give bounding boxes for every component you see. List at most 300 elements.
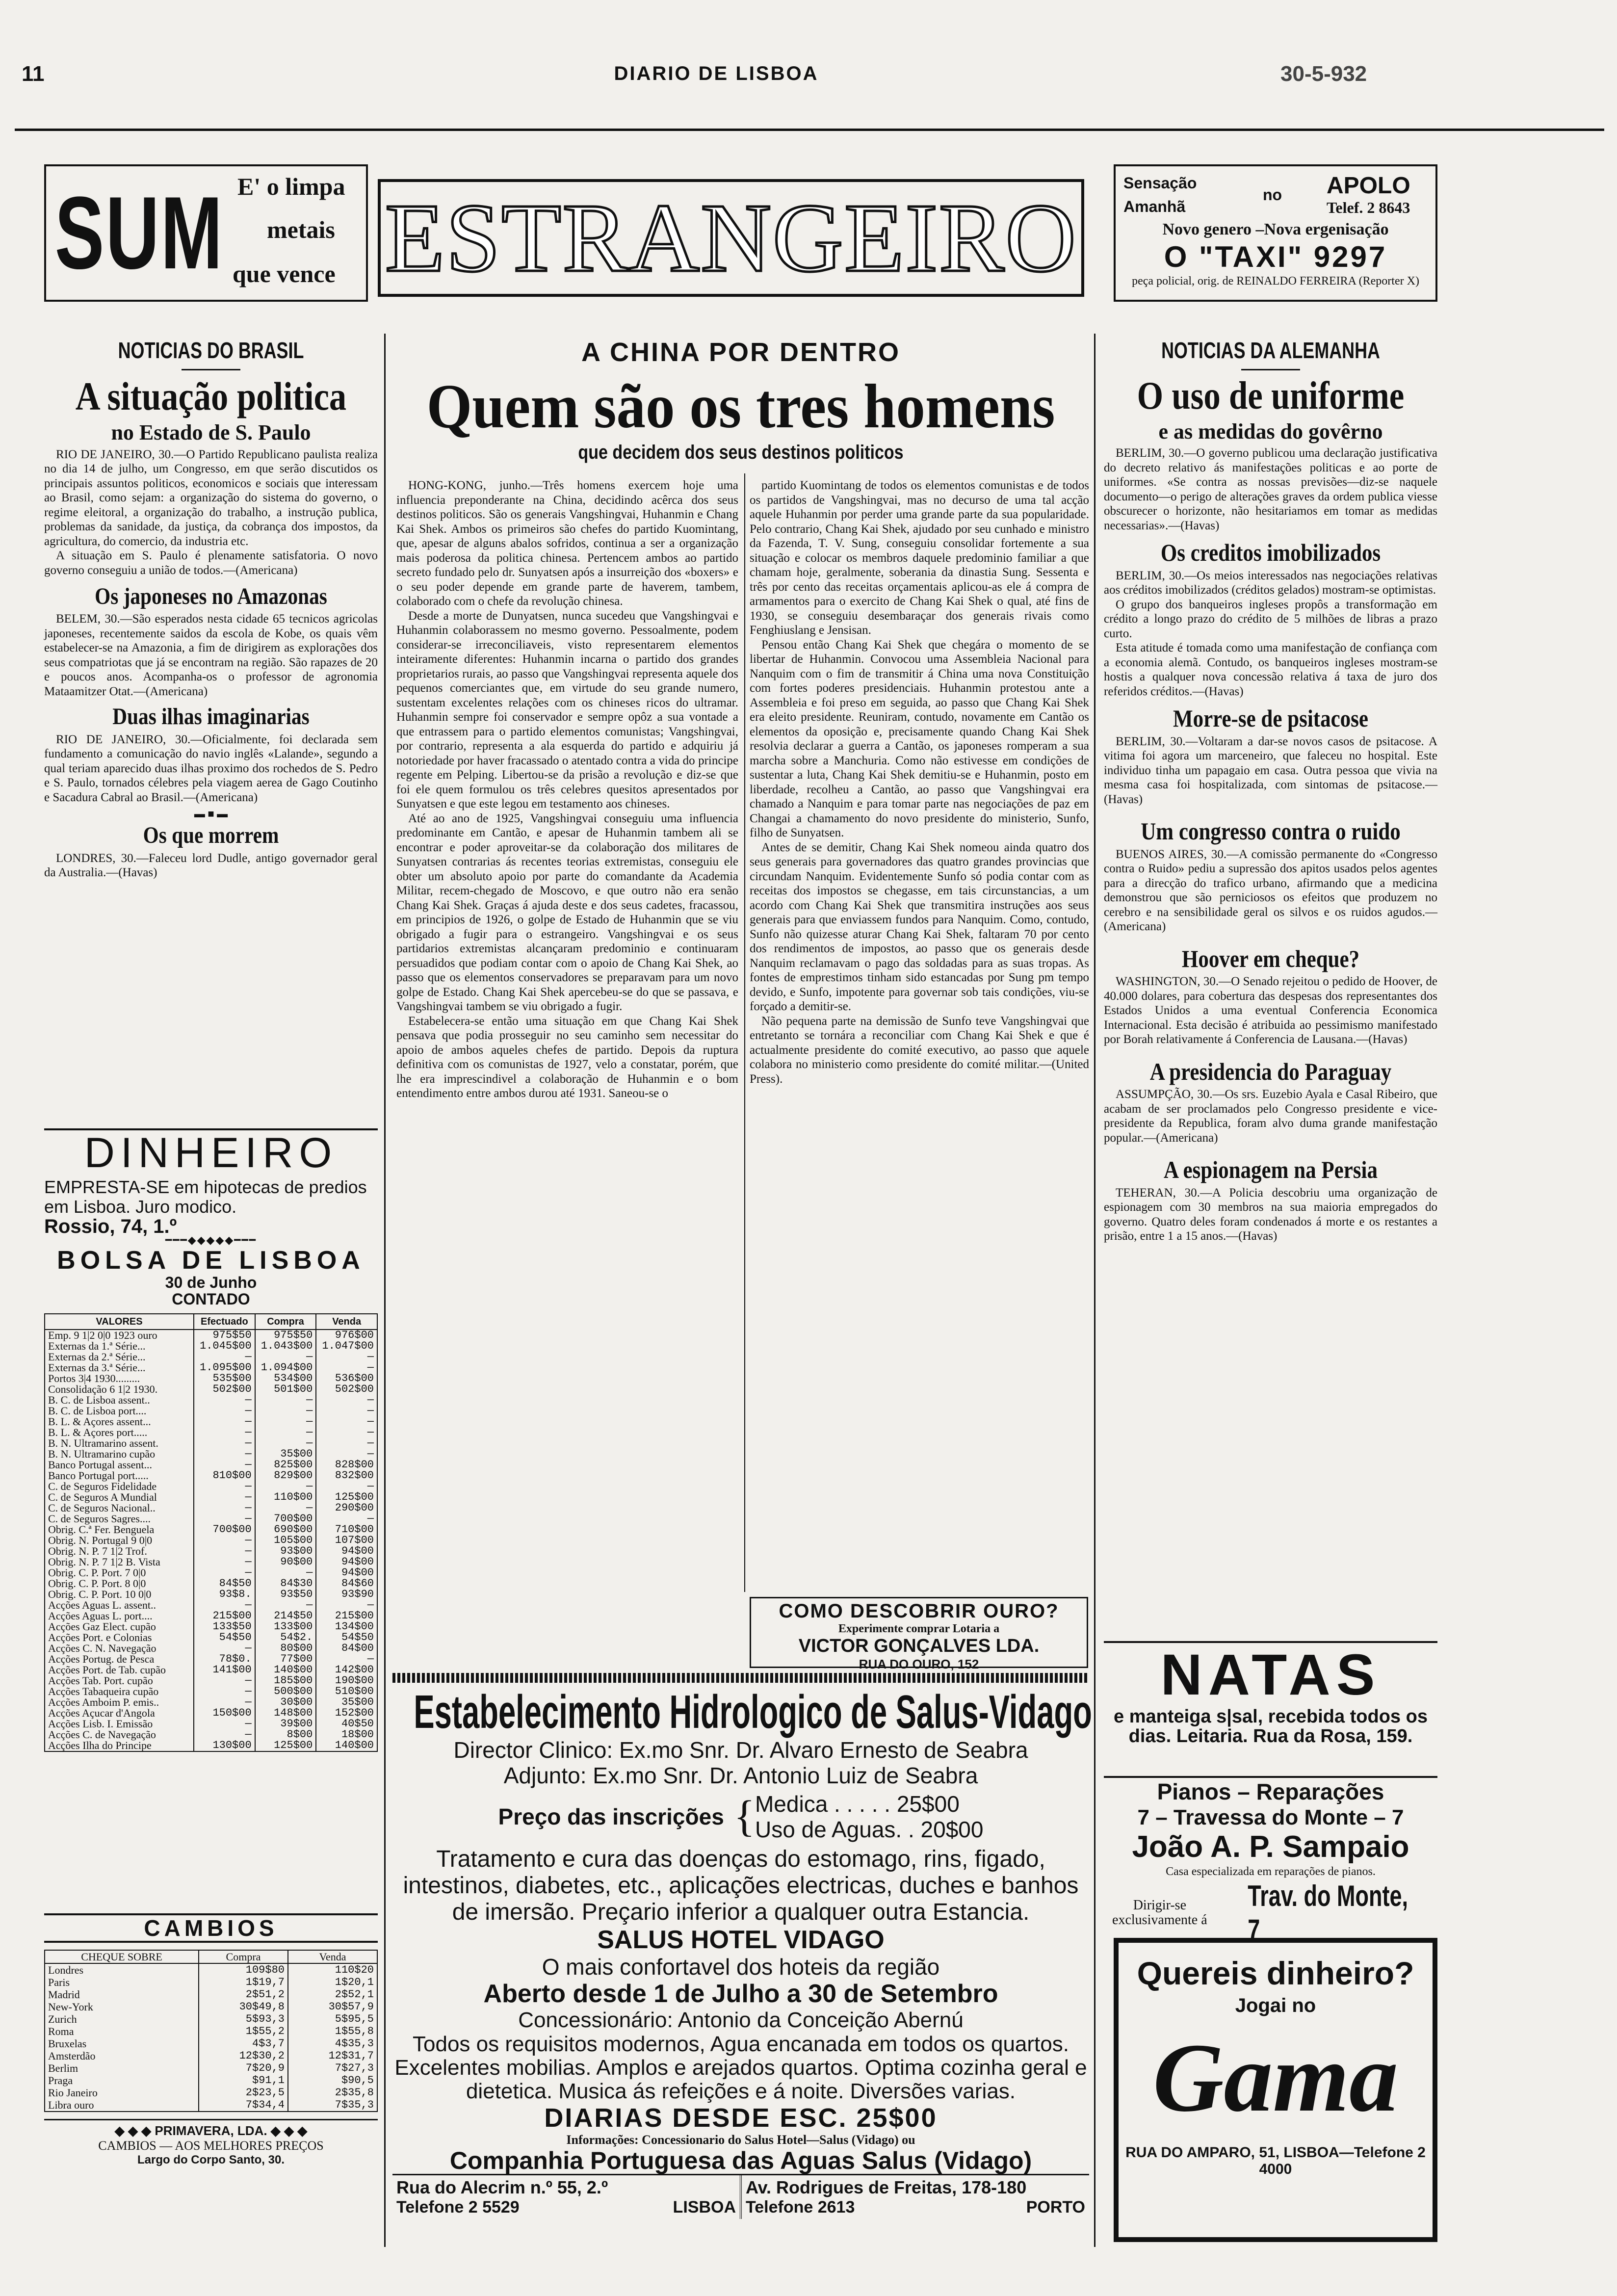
- heading-dash-right: [1241, 369, 1300, 370]
- bolsa-row: [45, 1686, 377, 1697]
- bolsa-row: [45, 1578, 377, 1589]
- bolsa-cell-name: Acções Tab. Port. cupão: [45, 1675, 194, 1686]
- apolo-amanha: Amanhã: [1123, 198, 1186, 215]
- bolsa-cell-value: 976$00: [316, 1330, 377, 1341]
- bolsa-cell-value: —: [194, 1460, 255, 1470]
- bolsa-cell-value: —: [194, 1438, 255, 1449]
- gama-address: RUA DO AMPARO, 51, LISBOA—Telefone 2 4000: [1125, 2144, 1426, 2177]
- cambios-row: [45, 2013, 377, 2025]
- bolsa-cell-name: Acções Lisb. I. Emissão: [45, 1719, 194, 1729]
- cambios-cell-value: 2$52,1: [288, 1988, 377, 2001]
- bolsa-row: [45, 1535, 377, 1546]
- apolo-cinema: APOLO: [1327, 173, 1410, 199]
- cambios-cell-currency: Londres: [48, 1964, 84, 1976]
- salus-hotel: SALUS HOTEL VIDAGO: [597, 1925, 885, 1954]
- bolsa-cell-value: 152$00: [316, 1708, 377, 1719]
- bolsa-cell-value: —: [194, 1352, 255, 1362]
- bolsa-cell-name: B. L. & Açores assent...: [45, 1416, 194, 1427]
- bolsa-cell-value: 501$00: [255, 1384, 316, 1395]
- bolsa-cell-value: —: [255, 1427, 316, 1438]
- bolsa-cell-value: —: [194, 1546, 255, 1557]
- ad-pianos: [1104, 1776, 1437, 1947]
- bolsa-cell-value: 90$00: [255, 1557, 316, 1567]
- bolsa-cell-value: —: [194, 1535, 255, 1546]
- bolsa-row: [45, 1697, 377, 1708]
- bolsa-cell-name: Externas da 1.ª Série...: [45, 1341, 194, 1352]
- column-rule-2: [1094, 334, 1095, 2247]
- bolsa-cell-value: —: [194, 1729, 255, 1740]
- gama-logo: Gama: [1153, 2024, 1398, 2132]
- cambios-section: [44, 1913, 378, 2167]
- bolsa-row: [45, 1362, 377, 1373]
- bolsa-cell-value: 77$00: [255, 1654, 316, 1665]
- r1-subtitle: e as medidas do govêrno: [1158, 419, 1383, 444]
- salus-aguas-price: 20$00: [920, 1816, 984, 1842]
- gama-line-1: Quereis dinheiro?: [1137, 1955, 1414, 1991]
- cambios-header-compra: Compra: [199, 1950, 288, 1963]
- bolsa-cell-name: B. C. de Lisboa assent..: [45, 1395, 194, 1406]
- bolsa-cell-value: 1.094$00: [255, 1362, 316, 1373]
- bolsa-row: [45, 1492, 377, 1503]
- bolsa-cell-value: 142$00: [316, 1665, 377, 1675]
- cambios-row: [45, 2074, 377, 2087]
- china-kicker: A CHINA POR DENTRO: [581, 338, 900, 367]
- sum-line-2: metais: [267, 216, 335, 243]
- bolsa-cell-value: —: [194, 1643, 255, 1654]
- bolsa-cell-value: 94$00: [316, 1546, 377, 1557]
- cambios-row: [45, 2037, 377, 2050]
- bolsa-ornament: ━━━◆◆◆◆◆━━━: [165, 1234, 257, 1246]
- cambios-row: [45, 2025, 377, 2037]
- ouro-line-2: Experimente comprar Lotaria a: [838, 1622, 1000, 1635]
- bolsa-cell-value: 1.095$00: [194, 1362, 255, 1373]
- china-column-1: [396, 478, 738, 1101]
- bolsa-row: [45, 1449, 377, 1460]
- cambios-row: [45, 1976, 377, 1988]
- section-title: ESTRANGEIRO: [385, 183, 1077, 292]
- bolsa-cell-value: —: [194, 1719, 255, 1729]
- r3-title: Morre-se de psitacose: [1173, 704, 1369, 732]
- cambios-cell-value: 2$23,5: [199, 2087, 288, 2099]
- bolsa-cell-name: Banco Portugal port.....: [45, 1470, 194, 1481]
- bolsa-cell-value: 54$50: [194, 1632, 255, 1643]
- cambios-title: CAMBIOS: [44, 1913, 378, 1943]
- r2-paragraph-2: O grupo dos banqueiros ingleses propôs a transformação em crédito a longo prazo do crédito de 5 milhões de libras a prazo curto.: [1104, 598, 1437, 640]
- cambios-cell-value: 7$20,9: [199, 2062, 288, 2074]
- bolsa-cell-name: Acções C. de Navegação: [45, 1729, 194, 1740]
- bolsa-row: [45, 1708, 377, 1719]
- bolsa-cell-value: —: [255, 1438, 316, 1449]
- cambios-cell-currency: Madrid: [48, 1988, 80, 2001]
- ad-ouro: [750, 1597, 1088, 1671]
- ouro-line-4: RUA DO OURO, 152: [859, 1657, 979, 1671]
- bolsa-cell-value: —: [255, 1567, 316, 1578]
- r4-title: Um congresso contra o ruido: [1141, 817, 1401, 845]
- bolsa-cell-value: 93$8.: [194, 1589, 255, 1600]
- masthead-rule: [15, 129, 1604, 131]
- r5-paragraph-1: WASHINGTON, 30.—O Senado rejeitou o pedido de Hoover, de 40.000 dolares, para cobertura das despesas dos representantes dos Estados Unidos a uma eventual Conferencia Economica Internacional. Esta decisão é atribuida ao pessimismo manifestado por Borah relativamente á Conferencia de Lausana.—(Havas): [1104, 975, 1437, 1046]
- natas-text: e manteiga s|sal, recebida todos os dias. Leitaria. Rua da Rosa, 159.: [1114, 1706, 1428, 1747]
- china-c2-p4: Não pequena parte na demissão de Sunfo teve Vangshingvai que entretanto se tornára a reconciliar com Chang Kai Shek e que é actualmente presidente do comité executivo, ao passo que aquele colabora no ministerio como presidente do comité militar.—(United Press).: [750, 1014, 1089, 1086]
- salus-brace: {: [733, 1792, 755, 1841]
- china-c2-p2: Pensou então Chang Kai Shek que chegára o momento de se libertar de Huhanmin. Convocou uma Assembleia Nacional para Nanquim com o fim de transmitir á China uma nova Constituição com fortes poderes presidenciais. Huhanmin protestou ante a Assembleia e foi preso em seguida, ao passo que Chang Kai Shek era eleito presidente. Reuniram, contudo, novamente em Cantão os elementos da oposição e, precisamente quando Chang Kai Shek resolvia declarar a guerra a Cantão, os japoneses romperam a sua marcha sobre a Manchuria. Como não estivesse em condições de sustentar a luta, Chang Kai Shek demitiu-se e Huhanmin, posto em liberdade, recolheu a Cantão, ao passo que Vangshingvai era chamado a Nanquim e para tomar parte nas negociações de paz em Changai a chamamento do novo presidente do ministerio, Sunfo, filho de Sunyatsen.: [750, 638, 1089, 839]
- bolsa-header-compra: Compra: [255, 1314, 316, 1330]
- cambios-cell-value: 2$35,8: [288, 2087, 377, 2099]
- bolsa-cell-value: 1.045$00: [194, 1341, 255, 1352]
- bolsa-row: [45, 1740, 377, 1751]
- cambios-cell-value: 109$80: [199, 1963, 288, 1976]
- bolsa-cell-value: —: [316, 1449, 377, 1460]
- cambios-header-venda: Venda: [288, 1950, 377, 1963]
- bolsa-cell-name: Acções Ilha do Principe: [45, 1740, 194, 1751]
- bolsa-cell-value: 133$00: [255, 1621, 316, 1632]
- cambios-cell-value: 7$35,3: [288, 2099, 377, 2112]
- bolsa-row: [45, 1729, 377, 1740]
- r2-paragraph-3: Esta atitude é tomada como uma manifestação de confiança com a economia alemã. Contudo, os banqueiros ingleses mostram-se hostis a qualquer nova concessão relativa á taxa de juro dos referidos créditos.—(Havas): [1104, 641, 1437, 698]
- bolsa-date: 30 de Junho: [165, 1274, 257, 1291]
- apolo-peca: peça policial, orig. de REINALDO FERREIRA (Reporter X): [1132, 275, 1419, 287]
- salus-title: Estabelecimento Hidrologico de Salus-Vidago: [414, 1686, 1092, 1738]
- china-title: Quem são os tres homens: [426, 371, 1055, 441]
- cambios-cell-currency: Libra ouro: [48, 2099, 94, 2111]
- bolsa-cell-value: 125$00: [316, 1492, 377, 1503]
- salus-ornament-top: [392, 1673, 1089, 1683]
- bolsa-cell-name: Acções Açucar d'Angola: [45, 1708, 194, 1719]
- china-c2-p1: partido Kuomintang de todos os elementos comunistas e de todos os partidos de Vangshingvai, mas no decurso de uma tal acção aquele Huhanmin por perder uma grande parte da sua popularidade. Pelo contrario, Chang Kai Shek, ajudado por seu cunhado e ministro da Fazenda, T. V. Sung, conseguiu consolidar fortemente a sua situação e colocar os membros daquele predominio familiar a que chamam hoje, geralmente, soberania da dinastia Sung. Sessenta e três por cento das receitas orçamentais aplicou-as ele á compra de armamentos para o exercito de Chang Kai Shek o qual, até fins de 1930, se conseguiu desembaraçar dos generais rivais como Fenghiuslang e Jensisan.: [750, 479, 1089, 637]
- bolsa-cell-value: 54$50: [316, 1632, 377, 1643]
- china-c2-p3: Antes de se demitir, Chang Kai Shek nomeou ainda quatro dos seus generais para governadores das quatro grandes provincias que circundam Nanquim. Evidentemente Sunfo só podia contar com as receitas dos impostos se chegasse, em tais circunstancias, a um acordo com Chang Kai Shek que transmitira instruções aos seus generais para que enviassem fundos para Nanquim. Como, contudo, Sunfo não quizesse aturar Chang Kai Shek, faltaram 70 por cento dos rendimentos de impostos, ao passo que os generais desde Nanquim reclamavam o pago das soldadas para as suas tropas. As fontes de emprestimos tinham sido estancadas por Sung pm tempo devido, e Sunfo, impotente para governar sob tais condições, viu-se forçado a demitir-se.: [750, 840, 1089, 1013]
- bolsa-row: [45, 1675, 377, 1686]
- bolsa-row: [45, 1665, 377, 1675]
- r7-title: A espionagem na Persia: [1164, 1156, 1378, 1184]
- cambios-row: [45, 2099, 377, 2112]
- bolsa-row: [45, 1513, 377, 1524]
- a2-title: Os japoneses no Amazonas: [95, 583, 327, 610]
- masthead-title: DIARIO DE LISBOA: [614, 63, 819, 84]
- bolsa-cell-value: —: [316, 1654, 377, 1665]
- bolsa-cell-value: 185$00: [255, 1675, 316, 1686]
- r4-paragraph-1: BUENOS AIRES, 30.—A comissão permanente do «Congresso contra o Ruido» pediu a supressão dos apitos usados pelos agentes para a direcção do trafico urbano, afirmando que a medicina demonstrou que são perniciosos os efeitos que produzem no cerebro e na sensibilidade geral os silvos e os ruidos agudos.—(Americana): [1104, 847, 1437, 934]
- bolsa-cell-value: —: [194, 1557, 255, 1567]
- china-c1-p3: Até ao ano de 1925, Vangshingvai conseguiu uma influencia predominante em Cantão, e apesar de Huhanmin tambem ali se encontrar e poder aproveitar-se da colaboração dos militares de Sunyatsen contrarias ás recentes teorias extremistas, conseguiu ele obter um absoluto apoio por parte do comandante da Academia Militar, recem-chegado de Moscovo, e que outro não era senão Chang Kai Shek. Graças á ajuda deste e dos seus cadetes, fracassou, em principios de 1926, o golpe de Estado de Huhanmin que se viu obrigado a fugir para o estrangeiro. Vangshingvai e os seus partidarios extremistas alcançaram predominio e continuaram persuadidos que podiam contar com o apoio de Chang Kai Shek, ao passo que os elementos conservadores se preparavam para um novo golpe de Estado. Chang Kai Shek apercebeu-se do que se passava, e Vangshingvai tambem se viu obrigado a fugir.: [396, 811, 738, 1013]
- bolsa-cell-value: —: [316, 1600, 377, 1611]
- bolsa-cell-value: 215$00: [194, 1611, 255, 1621]
- cambios-row: [45, 2050, 377, 2062]
- cambios-cell-currency: Zurich: [48, 2013, 77, 2025]
- bolsa-cell-value: 84$30: [255, 1578, 316, 1589]
- salus-adjunto: Adjunto: Ex.mo Snr. Dr. Antonio Luiz de Seabra: [503, 1762, 978, 1788]
- bolsa-cell-value: 30$00: [255, 1697, 316, 1708]
- bolsa-cell-name: B. C. de Lisboa port....: [45, 1406, 194, 1416]
- cambios-cell-value: 1$20,1: [288, 1976, 377, 1988]
- bolsa-cell-name: Obrig. N. P. 7 1|2 B. Vista: [45, 1557, 194, 1567]
- salus-preco-label: Preço das inscrições: [498, 1803, 724, 1829]
- bolsa-cell-name: Externas da 2.ª Série...: [45, 1352, 194, 1362]
- bolsa-cell-name: Portos 3|4 1930.........: [45, 1373, 194, 1384]
- bolsa-cell-value: —: [194, 1395, 255, 1406]
- a1-title: A situação politica: [75, 374, 347, 419]
- bolsa-cell-value: 710$00: [316, 1524, 377, 1535]
- bolsa-cell-value: 828$00: [316, 1460, 377, 1470]
- section-title-box: [378, 179, 1084, 297]
- bolsa-row: [45, 1503, 377, 1513]
- cambios-cell-currency: Rio Janeiro: [48, 2087, 98, 2099]
- bolsa-cell-name: C. de Seguros Fidelidade: [45, 1481, 194, 1492]
- bolsa-cell-value: 18$00: [316, 1729, 377, 1740]
- bolsa-cell-value: —: [316, 1427, 377, 1438]
- bolsa-cell-value: 93$00: [255, 1546, 316, 1557]
- china-c1-p2: Desde a morte de Dunyatsen, nunca sucedeu que Vangshingvai e Huhanmin colaborassem no mesmo governo. Pessoalmente, podem considerar-se irreconciliaveis, visto representarem elementos inteiramente diferentes: Huhanmin incarna o partido dos grandes proprietarios rurais, ao passo que Vangshingvai representa aquele dos pequenos comerciantes que, em virtude do seu grande numero, sustentam excelentes relações com os chineses ricos do ultramar. Huhanmin sempre foi conservador e sempre opôz a sua vontade a que entrassem para o partido elementos comunistas; Vangshingvai, por contrario, representa a ala esquerda do partido e adquiriu já notoriedade por haver fracassado o atentado contra a vida do principe regente em Pelping. Libertou-se da prisão a revolução e diz-se que foi ele quem formulou os três celebres quesitos apresentados por Sunyatsen e que este legou em testamento aos chineses.: [396, 609, 738, 810]
- cambios-cell-currency: Bruxelas: [48, 2037, 87, 2050]
- bolsa-cell-name: Emp. 9 1|2 0|0 1923 ouro: [45, 1330, 194, 1341]
- cambios-cell-value: 12$31,7: [288, 2050, 377, 2062]
- bolsa-cell-name: Obrig. C. P. Port. 10 0|0: [45, 1589, 194, 1600]
- cambios-cell-value: 7$27,3: [288, 2062, 377, 2074]
- bolsa-cell-name: C. de Seguros A Mundial: [45, 1492, 194, 1503]
- ad-dinheiro: [44, 1128, 378, 1236]
- bolsa-row: [45, 1557, 377, 1567]
- bolsa-cell-name: Obrig. C.ª Fer. Benguela: [45, 1524, 194, 1535]
- bolsa-row: [45, 1416, 377, 1427]
- bolsa-cell-name: Acções Aguas L. port....: [45, 1611, 194, 1621]
- bolsa-cell-name: Obrig. N. P. 7 1|2 Trof.: [45, 1546, 194, 1557]
- salus-requisitos: Todos os requisitos modernos, Agua encanada em todos os quartos. Excelentes mobilias. Amplos e arejados quartos. Optima cozinha geral e dietetica. Musica ás refeições e á noite. Diversões varias.: [394, 2032, 1087, 2103]
- r1-title: O uso de uniforme: [1137, 374, 1405, 418]
- cambios-row: [45, 1988, 377, 2001]
- bolsa-cell-value: —: [255, 1352, 316, 1362]
- bolsa-cell-value: 290$00: [316, 1503, 377, 1513]
- salus-informacoes: Informações: Concessionario do Salus Hotel—Salus (Vidago) ou: [566, 2132, 915, 2147]
- bolsa-cell-value: 975$50: [194, 1330, 255, 1341]
- bolsa-row: [45, 1481, 377, 1492]
- a4-title: Os que morrem: [143, 822, 279, 849]
- bolsa-cell-name: Acções Aguas L. assent..: [45, 1600, 194, 1611]
- china-c1-p4: Estabelecera-se então uma situação em que Chang Kai Shek pensava que podia prosseguir no seu caminho sem necessitar do apoio de ambos aqueles chefes de partido. Depois da ruptura definitiva com os comunistas de 1927, velo a constatar, porém, que lhe era imprescindivel a colaboração de Huhanmin e o bom entendimento entre ambos durou até 1931. Saneou-se o: [396, 1014, 738, 1100]
- ouro-line-3: VICTOR GONÇALVES LDA.: [798, 1636, 1040, 1656]
- bolsa-cell-value: 39$00: [255, 1719, 316, 1729]
- bolsa-cell-value: —: [255, 1600, 316, 1611]
- apolo-novo-genero: Novo genero –Nova ergenisação: [1162, 220, 1389, 238]
- bolsa-cell-name: Obrig. C. P. Port. 8 0|0: [45, 1578, 194, 1589]
- bolsa-cell-name: Acções C. N. Navegação: [45, 1643, 194, 1654]
- bolsa-row: [45, 1546, 377, 1557]
- bolsa-section: [44, 1234, 378, 1752]
- salus-medica: Medica . . . . .: [755, 1791, 891, 1817]
- page-number: 11: [22, 62, 45, 86]
- bolsa-row: [45, 1654, 377, 1665]
- bolsa-cell-value: 107$00: [316, 1535, 377, 1546]
- bolsa-cell-value: 536$00: [316, 1373, 377, 1384]
- bolsa-row: [45, 1427, 377, 1438]
- cambios-cell-value: 4$35,3: [288, 2037, 377, 2050]
- bolsa-cell-value: 93$50: [255, 1589, 316, 1600]
- bolsa-cell-value: —: [194, 1427, 255, 1438]
- bolsa-cell-name: C. de Seguros Sagres....: [45, 1513, 194, 1524]
- salus-diarias: DIARIAS DESDE ESC. 25$00: [544, 2103, 938, 2133]
- cambios-cell-value: 12$30,2: [199, 2050, 288, 2062]
- cambios-cell-value: 4$3,7: [199, 2037, 288, 2050]
- r2-paragraph-1: BERLIM, 30.—Os meios interessados nas negociações relativas aos créditos imobilizados (créditos gelados) mostram-se optimistas.: [1104, 569, 1437, 597]
- bolsa-row: [45, 1330, 377, 1341]
- gama-line-2: Jogai no: [1235, 1995, 1316, 2016]
- bolsa-cell-value: —: [255, 1503, 316, 1513]
- cambios-table: [44, 1950, 378, 2112]
- dinheiro-title: DINHEIRO: [84, 1129, 338, 1176]
- bolsa-cell-name: Acções Amboim P. emis..: [45, 1697, 194, 1708]
- bolsa-cell-value: 125$00: [255, 1740, 316, 1751]
- ad-natas: [1104, 1641, 1437, 1746]
- bolsa-cell-value: —: [255, 1416, 316, 1427]
- cambios-cell-value: 5$93,3: [199, 2013, 288, 2025]
- cambios-cell-currency: Paris: [48, 1976, 70, 1988]
- bolsa-cell-value: 500$00: [255, 1686, 316, 1697]
- bolsa-row: [45, 1632, 377, 1643]
- ad-gama: [1114, 1938, 1437, 2242]
- natas-title: NATAS: [1160, 1643, 1381, 1707]
- bolsa-cell-value: —: [316, 1481, 377, 1492]
- pianos-line-2: 7 – Travessa do Monte – 7: [1137, 1805, 1404, 1829]
- bolsa-cell-value: 502$00: [316, 1384, 377, 1395]
- salus-phone-lisboa: Telefone 2 5529: [396, 2197, 520, 2217]
- bolsa-cell-name: Acções Tabaqueira cupão: [45, 1686, 194, 1697]
- bolsa-row: [45, 1352, 377, 1362]
- a4-paragraph-1: LONDRES, 30.—Faleceu lord Dudle, antigo governador geral da Australia.—(Havas): [44, 851, 378, 880]
- bolsa-contado: CONTADO: [172, 1290, 250, 1308]
- sum-line-1: E' o limpa: [237, 173, 345, 200]
- salus-aberto: Aberto desde 1 de Julho a 30 de Setembro: [483, 1979, 998, 2008]
- salus-tratamento: Tratamento e cura das doenças do estomago, rins, figado, intestinos, diabetes, etc., aplicações electricas, duches e banhos de imersão. Preçario inferior a qualquer outra Estancia.: [403, 1846, 1079, 1925]
- noticias-brasil-heading: NOTICIAS DO BRASIL: [118, 338, 304, 363]
- bolsa-header-venda: Venda: [316, 1314, 377, 1330]
- bolsa-cell-name: Externas da 3.ª Série...: [45, 1362, 194, 1373]
- china-article: [392, 339, 1089, 463]
- bolsa-row: [45, 1524, 377, 1535]
- salus-city-porto: PORTO: [1026, 2197, 1085, 2217]
- dinheiro-address: Rossio, 74, 1.º: [44, 1216, 177, 1237]
- bolsa-cell-value: —: [316, 1352, 377, 1362]
- bolsa-cell-value: —: [194, 1697, 255, 1708]
- bolsa-cell-value: 150$00: [194, 1708, 255, 1719]
- bolsa-row: [45, 1438, 377, 1449]
- salus-companhia: Companhia Portuguesa das Aguas Salus (Vidago): [449, 2146, 1032, 2174]
- bolsa-cell-value: 8$00: [255, 1729, 316, 1740]
- bolsa-cell-value: 534$00: [255, 1373, 316, 1384]
- bolsa-cell-value: 140$00: [316, 1740, 377, 1751]
- bolsa-row: [45, 1395, 377, 1406]
- salus-confortavel: O mais confortavel dos hoteis da região: [542, 1954, 940, 1980]
- bolsa-cell-value: —: [194, 1406, 255, 1416]
- bolsa-row: [45, 1621, 377, 1632]
- bolsa-row: [45, 1460, 377, 1470]
- right-column: [1104, 339, 1437, 1244]
- bolsa-cell-value: —: [316, 1406, 377, 1416]
- r6-paragraph-1: ASSUMPÇÃO, 30.—Os srs. Euzebio Ayala e Casal Ribeiro, que acabam de ser proclamados pelo Congresso presidente e vice-presidente da Republica, foram alvo duma grande manifestação popular.—(Americana): [1104, 1088, 1437, 1145]
- bolsa-cell-value: —: [255, 1481, 316, 1492]
- bolsa-cell-value: 93$90: [316, 1589, 377, 1600]
- r3-paragraph-1: BERLIM, 30.—Voltaram a dar-se novos casos de psitacose. A vitima foi agora um marceneiro, que faleceu no hospital. Este individuo tinha um papagaio em casa. Outra pessoa que vivia na mesma casa foi hospitalizada, com sintomas de psitacose.—(Havas): [1104, 734, 1437, 806]
- cambios-cell-value: 7$34,4: [199, 2099, 288, 2112]
- bolsa-cell-value: 84$60: [316, 1578, 377, 1589]
- bolsa-cell-value: 134$00: [316, 1621, 377, 1632]
- bolsa-cell-value: 535$00: [194, 1373, 255, 1384]
- sum-logo: SUM: [54, 175, 224, 290]
- bolsa-cell-name: Consolidação 6 1|2 1930.: [45, 1384, 194, 1395]
- bolsa-header-valores: VALORES: [45, 1314, 194, 1330]
- a1-paragraph-2: A situação em S. Paulo é plenamente satisfatoria. O novo governo conseguiu a união de todos.—(Americana): [44, 549, 378, 577]
- bolsa-cell-value: 1.043$00: [255, 1341, 316, 1352]
- bolsa-cell-value: —: [194, 1513, 255, 1524]
- cambios-cell-currency: Berlim: [48, 2062, 78, 2074]
- a3-title: Duas ilhas imaginarias: [112, 704, 310, 730]
- cambios-row: [45, 2087, 377, 2099]
- bolsa-cell-value: 690$00: [255, 1524, 316, 1535]
- r5-title: Hoover em cheque?: [1181, 944, 1360, 972]
- bolsa-row: [45, 1341, 377, 1352]
- cambios-cell-value: 2$51,2: [199, 1988, 288, 2001]
- china-c1-p1: HONG-KONG, junho.—Três homens exercem hoje uma influencia preponderante na China, decidindo acêrca dos seus destinos politicos. São os generais Vangshingvai, Huhanmin e Chang Kai Shek. Ambos os primeiros são chefes do partido Kuomintang, que, apesar de alguns abalos sofridos, continua a ser a organização mais poderosa da politica chinesa. Pertencem ambos ao partido secreto fundado pelo dr. Sunyatsen após a insurreição dos «boxers» e o seu poder depende em grande parte de haverem, tambem, colaborado com o chefe da revolução chinesa.: [396, 479, 738, 608]
- bolsa-cell-value: 140$00: [255, 1665, 316, 1675]
- bolsa-cell-name: B. N. Ultramarino assent.: [45, 1438, 194, 1449]
- bolsa-cell-value: 700$00: [255, 1513, 316, 1524]
- bolsa-cell-value: —: [316, 1395, 377, 1406]
- bolsa-cell-value: 1.047$00: [316, 1341, 377, 1352]
- bolsa-cell-value: —: [194, 1481, 255, 1492]
- bolsa-cell-value: 35$00: [316, 1697, 377, 1708]
- bolsa-cell-name: B. N. Ultramarino cupão: [45, 1449, 194, 1460]
- r6-title: A presidencia do Paraguay: [1149, 1057, 1392, 1085]
- cambios-row: [45, 1963, 377, 1976]
- bolsa-cell-value: 148$00: [255, 1708, 316, 1719]
- bolsa-cell-value: 190$00: [316, 1675, 377, 1686]
- bolsa-cell-name: Obrig. N. Portugal 9 0|0: [45, 1535, 194, 1546]
- bolsa-cell-value: —: [316, 1513, 377, 1524]
- bolsa-cell-value: 133$50: [194, 1621, 255, 1632]
- bolsa-cell-value: 84$50: [194, 1578, 255, 1589]
- china-column-2: [750, 478, 1089, 1086]
- cambios-cell-currency: Amsterdão: [48, 2050, 96, 2062]
- salus-phone-porto: Telefone 2613: [746, 2197, 855, 2217]
- bolsa-cell-value: 35$00: [255, 1449, 316, 1460]
- primavera-line-3: Largo do Corpo Santo, 30.: [137, 2153, 285, 2166]
- heading-dash: [182, 369, 240, 370]
- ad-salus: [392, 1686, 1092, 2219]
- bolsa-row: [45, 1406, 377, 1416]
- cambios-cell-value: 1$55,2: [199, 2025, 288, 2037]
- bolsa-cell-value: —: [194, 1416, 255, 1427]
- bolsa-cell-value: 510$00: [316, 1686, 377, 1697]
- bolsa-row: [45, 1589, 377, 1600]
- cambios-cell-value: $90,5: [288, 2074, 377, 2087]
- dinheiro-text: EMPRESTA-SE em hipotecas de predios em Lisboa. Juro modico.: [44, 1177, 367, 1217]
- bolsa-row: [45, 1600, 377, 1611]
- bolsa-cell-value: 832$00: [316, 1470, 377, 1481]
- bolsa-cell-value: 215$00: [316, 1611, 377, 1621]
- apolo-telef: Telef. 2 8643: [1327, 199, 1410, 216]
- bolsa-cell-name: C. de Seguros Nacional..: [45, 1503, 194, 1513]
- bolsa-header-efectuado: Efectuado: [194, 1314, 255, 1330]
- bolsa-cell-value: 130$00: [194, 1740, 255, 1751]
- cambios-cell-value: 1$19,7: [199, 1976, 288, 1988]
- pianos-line-5: Dirigir-se exclusivamente á: [1112, 1898, 1207, 1928]
- bolsa-cell-value: 975$50: [255, 1330, 316, 1341]
- bolsa-table: [44, 1313, 378, 1752]
- bolsa-cell-value: —: [194, 1686, 255, 1697]
- column-rule-china: [744, 473, 745, 1592]
- apolo-no: no: [1263, 186, 1282, 204]
- bolsa-title: BOLSA DE LISBOA: [57, 1246, 365, 1275]
- r1-paragraph-1: BERLIM, 30.—O governo publicou uma declaração justificativa do decreto relativo ás manifestações politicas e ao porte de uniformes. «Se contra as nossas previsões—diz-se naquele documento—o perigo de alterações graves da ordem publica viesse obscurecer o horizonte, não hesitariamos em tomar as medidas necessarias».—(Havas): [1104, 446, 1437, 532]
- cambios-row: [45, 2001, 377, 2013]
